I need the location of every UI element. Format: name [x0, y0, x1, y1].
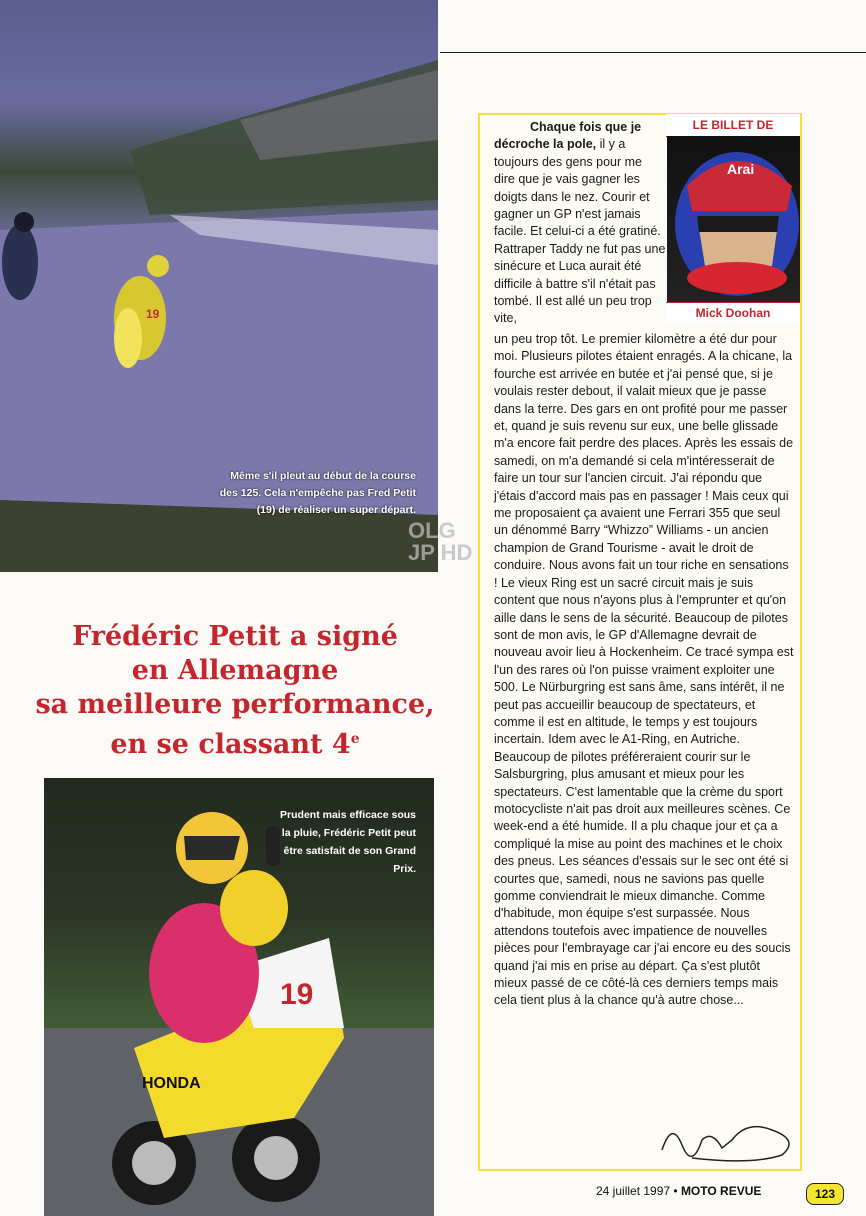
svg-text:19: 19 [146, 307, 160, 321]
photo1-caption: Même s'il pleut au début de la course des 125. Cela n'empêche pas Fred Petit (19) de réaliser un super départ. [219, 470, 416, 516]
issue-date: 24 juillet 1997 • [596, 1184, 678, 1198]
column-intro-text: il y a toujours des gens pour me dire que je vais gagner les doigts dans le nez. Courir et gagner un GP n'est jamais facile. Et celui-ci a été gratiné. Rattraper Taddy ne fut pas une sinécure et Luca aurait été difficile à battre s'il n'était pas tombé. Il est allé un peu trop vite, [494, 137, 666, 326]
column-body: un peu trop tôt. Le premier kilomètre a été dur pour moi. Plusieurs pilotes étaient enragés. A la chicane, la fourche est arrivée en butée et j'ai pensé que, si je voulais rester debout, il valait mieux que je passe dans la terre. Des gars en ont profité pour me passer et, quand je suis revenu sur eux, une belle glissade m'a encore fait perdre des places. Après les essais de samedi, on m'a demandé si cela m'intéresserait de faire un tour sur l'ancien circuit. J'ai répondu que j'étais d'accord mais pas en passager ! Mais ceux qui me proposaient ça avaient une Ferrari 355 que seul un dénommé Barry “Whizzo” Williams - un ancien champion de Grand Tourisme - avait le droit de conduire. Nous avons fait un tour riche en sensations ! Le vieux Ring est un sacré circuit mais je suis content que nous n'ayons plus à l'emprunter et qu'on aille dans le sens de la sécurité. Beaucoup de pilotes sont de mon avis, le GP d'Allemagne devrait de nouveau avoir lieu à Hockenheim. Ce tracé sympa est l'un des rares où l'on puisse vraiment exploiter une 500. Le Nürburgring est sans âme, sans intérêt, il ne peut pas accueillir beaucoup de spectateurs, et comme il est en altitude, le temps y est toujours incertain. Idem avec le A1-Ring, en Autriche. Beaucoup de pilotes préféreraient courir sur le Salsburgring, plus amusant et mieux pour les spectateurs. C'est lamentable que la crème du sport motocycliste n'ait pas droit aux meilleures scènes. Ce week-end a été humide. Il a plu chaque jour et ça a compliqué la mise au point des machines et le choix des pneus. Les séances d'essais sur le sec ont été si courtes que, samedi, nous ne savions pas quelle gomme conviendrait le mieux dimanche. Comme d'habitude, mon équipe s'est surpassée. Nous attendons toutefois avec impatience de nouvelles pièces pour l'embrayage car j'ai encore eu des soucis quand j'ai mis en prise au départ. Ça s'est plutôt mieux passé de ce côté-là ces derniers temps mais cela tient plus à la chance qu'à autre chose... [494, 332, 794, 1008]
column-lead: Chaque fois que je décroche la pole, [494, 120, 642, 152]
svg-text:19: 19 [280, 978, 314, 1011]
column-tag: LE BILLET DE [666, 114, 800, 137]
photo2-caption: Prudent mais efficace sous la pluie, Frédéric Petit peut être satisfait de son Grand Prix. [280, 809, 416, 875]
rider-photo-bike [44, 778, 434, 1216]
headline-line-4-text: en se classant 4 [110, 729, 351, 760]
svg-text:Arai: Arai [727, 161, 755, 177]
watermark-text: OLG JP HD [408, 518, 473, 565]
headline-line-1: Frédéric Petit a signé [72, 621, 398, 652]
headline-line-3: sa meilleure performance, [35, 689, 435, 720]
page-number: 123 [806, 1183, 844, 1205]
magazine-name: MOTO REVUE [680, 1184, 762, 1198]
helmet-illustration [667, 136, 800, 302]
headline-superscript: e [350, 731, 360, 747]
svg-text:HONDA: HONDA [142, 1075, 201, 1092]
headline-line-4 [30, 722, 440, 762]
headline-line-2: en Allemagne [131, 655, 339, 686]
column-intro [494, 119, 666, 328]
column-author: Mick Doohan [666, 302, 800, 323]
article-headline [30, 620, 440, 762]
watermark-logo [408, 520, 488, 600]
header-rule [440, 52, 866, 53]
page-footer [596, 1184, 761, 1198]
race-photo-rain [0, 0, 438, 572]
author-portrait [667, 136, 800, 302]
author-signature [652, 1110, 802, 1170]
